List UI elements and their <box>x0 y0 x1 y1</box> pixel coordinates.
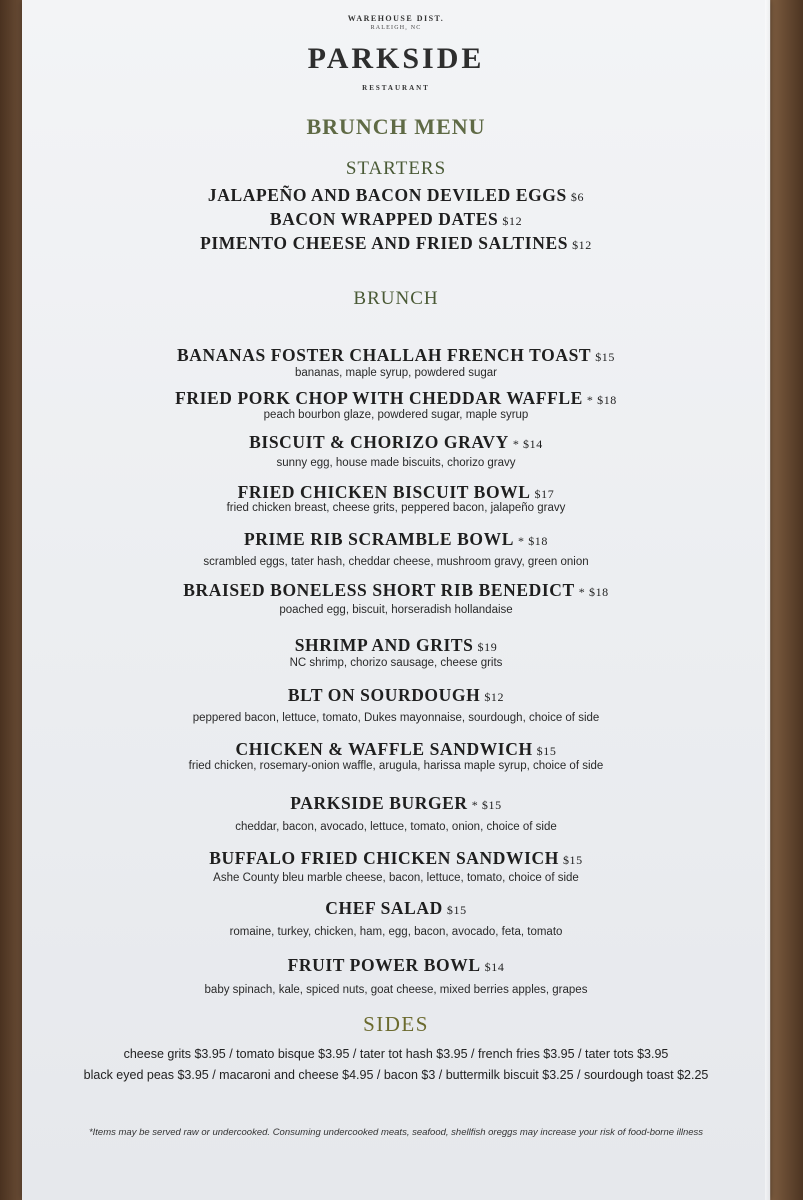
item-description: peach bourbon glaze, powdered sugar, maple syrup <box>263 409 529 421</box>
item-description: scrambled eggs, tater hash, cheddar cheese, mushroom gravy, green onion <box>203 556 589 568</box>
item-price: * $18 <box>518 534 548 548</box>
menu-item <box>22 955 770 976</box>
item-price: * $18 <box>586 393 617 407</box>
item-price: * $15 <box>471 798 502 812</box>
starter-item <box>22 209 770 230</box>
item-description: peppered bacon, lettuce, tomato, Dukes mayonnaise, sourdough, choice of side <box>192 712 600 724</box>
item-description: cheddar, bacon, avocado, lettuce, tomato, onion, choice of side <box>235 821 557 833</box>
starter-item <box>22 185 770 206</box>
restaurant-name: PARKSIDE <box>307 42 485 75</box>
menu-item <box>22 345 770 366</box>
item-description: poached egg, biscuit, horseradish hollandaise <box>279 604 513 616</box>
item-description: romaine, turkey, chicken, ham, egg, bacon, avocado, feta, tomato <box>229 926 563 938</box>
menu-item <box>22 685 770 706</box>
item-price: $12 <box>484 690 505 704</box>
footnote: *Items may be served raw or undercooked. Consuming undercooked meats, seafood, shellfish oreggs may increase your risk of food-borne illness <box>88 1127 704 1138</box>
item-name: SHRIMP AND GRITS <box>294 635 474 655</box>
item-name: BISCUIT & CHORIZO GRAVY <box>249 432 509 452</box>
item-name: FRIED CHICKEN BISCUIT BOWL <box>237 482 531 502</box>
starter-name: BACON WRAPPED DATES <box>269 209 499 229</box>
item-description: fried chicken, rosemary-onion waffle, arugula, harissa maple syrup, choice of side <box>188 760 604 772</box>
menu-item <box>22 432 770 453</box>
starter-name: PIMENTO CHEESE AND FRIED SALTINES <box>200 233 569 253</box>
menu-item <box>22 739 770 760</box>
item-price: $17 <box>534 487 555 501</box>
item-price: $15 <box>562 853 583 867</box>
menu-item <box>22 848 770 869</box>
item-description: baby spinach, kale, spiced nuts, goat cheese, mixed berries apples, grapes <box>204 984 588 996</box>
logo-arc-text: WAREHOUSE DIST. <box>347 14 445 23</box>
starters-heading: STARTERS <box>345 158 447 179</box>
item-description: bananas, maple syrup, powdered sugar <box>294 367 497 379</box>
item-price: * $14 <box>512 437 543 451</box>
menu-item <box>22 388 770 409</box>
item-price: $19 <box>477 640 498 654</box>
item-name: BANANAS FOSTER CHALLAH FRENCH TOAST <box>177 345 592 365</box>
item-name: FRUIT POWER BOWL <box>287 955 481 975</box>
starter-price: $6 <box>570 190 585 204</box>
item-name: PRIME RIB SCRAMBLE BOWL <box>243 529 514 549</box>
item-description: NC shrimp, chorizo sausage, cheese grits <box>289 657 503 669</box>
item-name: BRAISED BONELESS SHORT RIB BENEDICT <box>183 580 575 600</box>
item-price: $15 <box>595 350 615 364</box>
starter-item <box>22 233 770 254</box>
menu-title: BRUNCH MENU <box>306 114 486 139</box>
sides-line-1: cheese grits $3.95 / tomato bisque $3.95 / tater tot hash $3.95 / french fries $3.95 / tater tots $3.95 <box>123 1047 669 1061</box>
menu-item <box>22 635 770 656</box>
menu-item <box>22 793 770 814</box>
item-price: $14 <box>484 960 505 974</box>
menu-item <box>22 529 770 550</box>
item-description: Ashe County bleu marble cheese, bacon, lettuce, tomato, choice of side <box>213 872 579 884</box>
item-description: sunny egg, house made biscuits, chorizo gravy <box>276 457 516 469</box>
item-price: $15 <box>446 903 467 917</box>
starter-name: JALAPEÑO AND BACON DEVILED EGGS <box>207 185 567 205</box>
brunch-heading: BRUNCH <box>353 288 439 309</box>
sides-heading: SIDES <box>363 1012 429 1036</box>
item-name: PARKSIDE BURGER <box>290 793 468 813</box>
menu-item <box>22 898 770 919</box>
logo-city: RALEIGH, NC <box>370 25 422 31</box>
menu-item <box>22 482 770 503</box>
item-price: * $18 <box>578 585 609 599</box>
item-name: CHEF SALAD <box>325 898 443 918</box>
item-name: CHICKEN & WAFFLE SANDWICH <box>235 739 533 759</box>
starter-price: $12 <box>502 214 523 228</box>
restaurant-subtitle: RESTAURANT <box>362 84 430 92</box>
item-name: BUFFALO FRIED CHICKEN SANDWICH <box>209 848 559 868</box>
item-name: FRIED PORK CHOP WITH CHEDDAR WAFFLE <box>175 388 583 408</box>
item-price: $15 <box>536 744 557 758</box>
item-name: BLT ON SOURDOUGH <box>287 685 481 705</box>
sides-line-2: black eyed peas $3.95 / macaroni and cheese $4.95 / bacon $3 / buttermilk biscuit $3.25 / sourdough toast $2.25 <box>83 1068 709 1082</box>
menu-item <box>22 580 770 601</box>
starter-price: $12 <box>572 238 592 252</box>
item-description: fried chicken breast, cheese grits, peppered bacon, jalapeño gravy <box>226 502 566 514</box>
